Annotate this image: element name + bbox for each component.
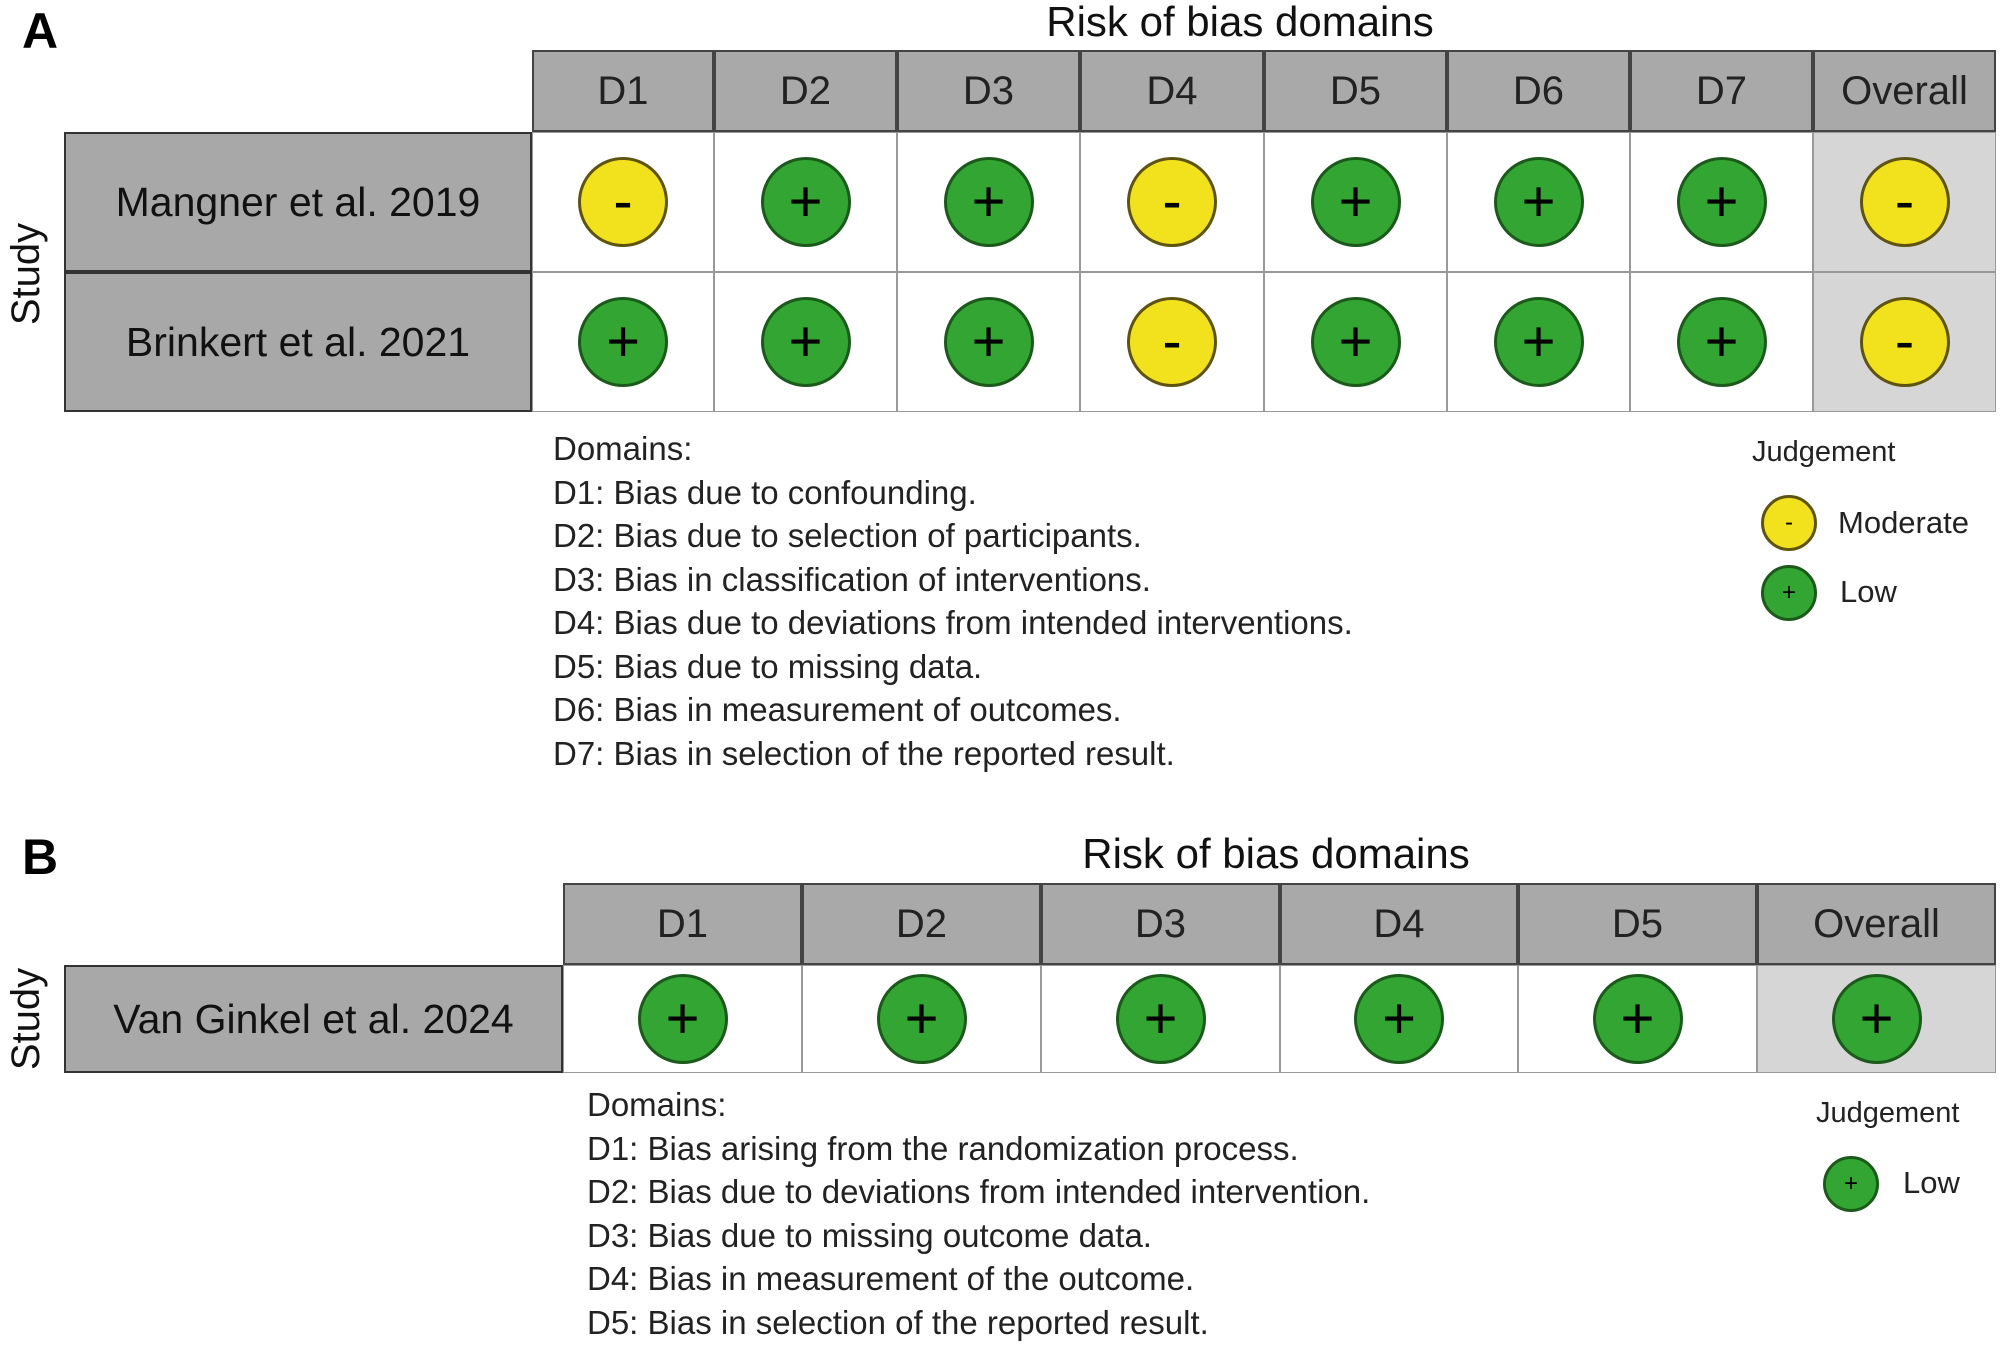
panel-b-study-name: Van Ginkel et al. 2024 [64, 965, 563, 1073]
moderate-judgement-icon: - [1127, 297, 1217, 387]
low-judgement-icon: + [1494, 157, 1584, 247]
panel-a-letter: A [22, 3, 59, 59]
domain-description: D7: Bias in selection of the reported result. [553, 734, 1175, 772]
panel-a-header-d2: D2 [714, 50, 897, 132]
panel-b-letter: B [22, 829, 59, 885]
overall-judgement-cell [1757, 965, 1996, 1073]
panel-b-header-d1: D1 [563, 883, 802, 965]
judgement-cell [897, 272, 1080, 412]
judgement-cell [1280, 965, 1518, 1073]
panel-a-header-d4: D4 [1080, 50, 1264, 132]
panel-a-header-d5: D5 [1264, 50, 1447, 132]
judgement-cell [532, 272, 714, 412]
judgement-cell [1041, 965, 1280, 1073]
domain-description: D2: Bias due to selection of participants. [553, 517, 1142, 554]
domains-title: Domains: [553, 430, 693, 467]
moderate-judgement-icon: - [578, 157, 668, 247]
panel-a-header-d6: D6 [1447, 50, 1630, 132]
panel-b-header-overall: Overall [1757, 883, 1996, 965]
panel-a-legend-title: Judgement [1752, 436, 1896, 468]
low-judgement-icon: + [1832, 974, 1922, 1064]
domain-description: D4: Bias in measurement of the outcome. [587, 1260, 1195, 1297]
low-legend-label: Low [1903, 1165, 1960, 1200]
low-judgement-icon: + [1354, 974, 1444, 1064]
domain-description: D5: Bias due to missing data. [553, 647, 983, 685]
domain-description: D5: Bias in selection of the reported result. [587, 1303, 1209, 1341]
low-judgement-icon: + [1494, 297, 1584, 387]
low-judgement-icon: + [1116, 974, 1206, 1064]
judgement-cell [563, 965, 802, 1073]
judgement-cell [802, 965, 1041, 1073]
panel-a-header-d3: D3 [897, 50, 1080, 132]
low-judgement-icon: + [578, 297, 668, 387]
panel-a-header-d7: D7 [1630, 50, 1813, 132]
low-judgement-icon: + [1677, 157, 1767, 247]
domain-description: D2: Bias due to deviations from intended intervention. [587, 1173, 1371, 1210]
panel-a-title: Risk of bias domains [1046, 0, 1434, 45]
overall-judgement-cell [1813, 272, 1996, 412]
judgement-cell [1080, 272, 1264, 412]
low-legend-icon: + [1823, 1156, 1879, 1212]
panel-b-domains-list [587, 1083, 1370, 1344]
judgement-cell [714, 132, 897, 272]
moderate-judgement-icon: - [1127, 157, 1217, 247]
judgement-cell [1630, 272, 1813, 412]
overall-judgement-cell [1813, 132, 1996, 272]
domain-description: D1: Bias due to confounding. [553, 473, 977, 511]
judgement-cell [1447, 272, 1630, 412]
judgement-cell [1518, 965, 1757, 1073]
judgement-cell [532, 132, 714, 272]
low-judgement-icon: + [1677, 297, 1767, 387]
domains-title: Domains: [587, 1086, 727, 1123]
panel-a-header-d1: D1 [532, 50, 714, 132]
judgement-cell [1080, 132, 1264, 272]
judgement-cell [1264, 132, 1447, 272]
low-judgement-icon: + [761, 157, 851, 247]
panel-a-study-name: Mangner et al. 2019 [64, 132, 532, 272]
judgement-cell [1447, 132, 1630, 272]
low-judgement-icon: + [761, 297, 851, 387]
panel-b-header-d2: D2 [802, 883, 1041, 965]
panel-a-header-overall: Overall [1813, 50, 1996, 132]
low-judgement-icon: + [638, 974, 728, 1064]
low-judgement-icon: + [1593, 974, 1683, 1064]
low-judgement-icon: + [1311, 157, 1401, 247]
low-judgement-icon: + [944, 157, 1034, 247]
low-judgement-icon: + [877, 974, 967, 1064]
low-judgement-icon: + [1311, 297, 1401, 387]
panel-b-header-d4: D4 [1280, 883, 1518, 965]
low-judgement-icon: + [944, 297, 1034, 387]
panel-a-study-name: Brinkert et al. 2021 [64, 272, 532, 412]
panel-a-study-axis-label: Study [4, 222, 48, 326]
judgement-cell [897, 132, 1080, 272]
domain-description: D3: Bias due to missing outcome data. [587, 1216, 1152, 1254]
moderate-judgement-icon: - [1860, 157, 1950, 247]
low-legend-label: Low [1840, 574, 1897, 609]
domain-description: D4: Bias due to deviations from intended interventions. [553, 604, 1353, 641]
panel-b-header-d3: D3 [1041, 883, 1280, 965]
panel-b-study-axis-label: Study [4, 967, 48, 1071]
judgement-cell [1264, 272, 1447, 412]
domain-description: D1: Bias arising from the randomization process. [587, 1129, 1299, 1167]
low-legend-icon: + [1761, 565, 1817, 621]
panel-b-header-d5: D5 [1518, 883, 1757, 965]
domain-description: D3: Bias in classification of interventions. [553, 560, 1151, 598]
panel-b-title: Risk of bias domains [1082, 830, 1470, 877]
domain-description: D6: Bias in measurement of outcomes. [553, 691, 1122, 728]
moderate-legend-label: Moderate [1838, 505, 1969, 540]
moderate-judgement-icon: - [1860, 297, 1950, 387]
panel-b-legend-title: Judgement [1816, 1097, 1960, 1129]
panel-a-domains-list [553, 427, 1353, 775]
moderate-legend-icon: - [1761, 495, 1817, 551]
judgement-cell [1630, 132, 1813, 272]
judgement-cell [714, 272, 897, 412]
